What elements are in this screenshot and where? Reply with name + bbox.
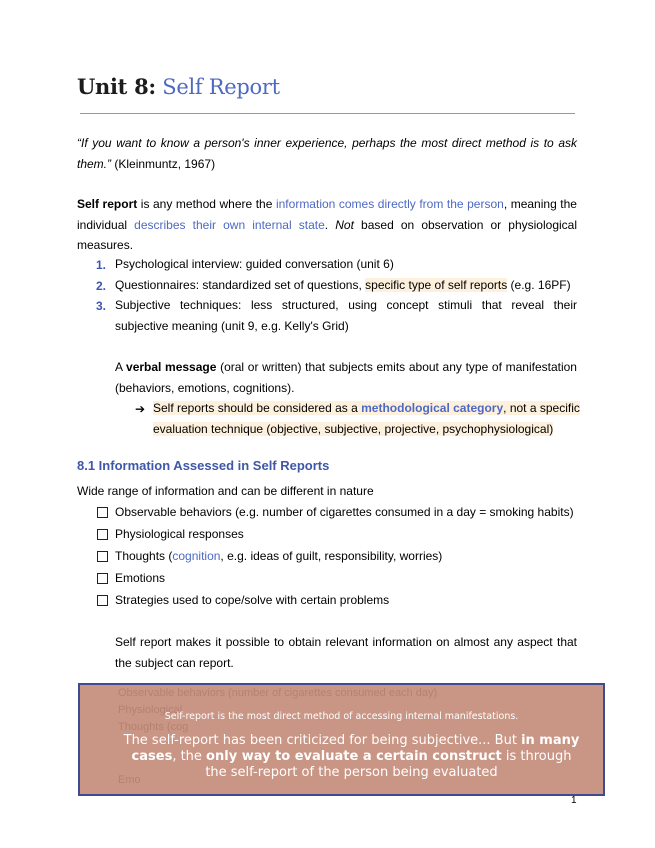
page-title bbox=[77, 74, 280, 99]
definition-text: based on observation or physiological measures. bbox=[77, 217, 577, 252]
quote-text: “If you want to know a person's inner experience, perhaps the most direct method is to ask them.” bbox=[77, 136, 577, 171]
definition-text: . bbox=[324, 217, 336, 232]
faded-text: Emo bbox=[118, 774, 141, 786]
checklist-item bbox=[115, 549, 442, 563]
verbal-text: (oral or written) that subjects emits about any type of manifestation (behaviors, emotions, cognitions). bbox=[115, 360, 577, 395]
arrow-note-text: , not a specific evaluation technique (objective, subjective, projective, psychophysiological) bbox=[153, 401, 580, 436]
faded-text: Thoughts (cog bbox=[118, 721, 189, 733]
unit-label: Unit 8: bbox=[77, 74, 156, 99]
checklist-text: , e.g. ideas of guilt, responsibility, worries) bbox=[220, 549, 443, 563]
checklist-item: Emotions bbox=[115, 571, 166, 585]
summary-banner bbox=[78, 683, 605, 796]
quote-paragraph bbox=[77, 133, 577, 174]
checkbox[interactable] bbox=[97, 595, 108, 606]
banner-text-part: is through the self-report of the person being evaluated bbox=[205, 749, 572, 780]
list-item-text: Questionnaires: standardized set of questions, bbox=[115, 278, 366, 292]
arrow-icon: ➔ bbox=[135, 402, 146, 416]
conclusion-paragraph: Self report makes it possible to obtain relevant information on almost any aspect that the subject can report. bbox=[115, 635, 577, 670]
list-number: 1. bbox=[96, 258, 107, 272]
checkbox[interactable] bbox=[97, 573, 108, 584]
list-item: Psychological interview: guided conversation (unit 6) bbox=[115, 257, 394, 271]
banner-caption: Self-report is the most direct method of accessing internal manifestations. bbox=[164, 711, 519, 722]
checkbox[interactable] bbox=[97, 529, 108, 540]
definition-text: is any method where the bbox=[137, 197, 276, 211]
definition-term: Self report bbox=[77, 197, 138, 211]
banner-text-part: , the bbox=[172, 749, 207, 764]
definition-highlight-2: describes their own internal state bbox=[134, 217, 325, 232]
quote-citation: (Kleinmuntz, 1967) bbox=[111, 156, 216, 171]
verbal-text: A bbox=[115, 360, 127, 374]
list-item: Subjective techniques: less structured, using concept stimuli that reveal their subjective meaning (unit 9, e.g. Kelly's Grid) bbox=[115, 298, 577, 333]
section-intro: Wide range of information and can be different in nature bbox=[77, 484, 374, 498]
faded-text: Observable behaviors (number of cigarettes consumed each day) bbox=[118, 687, 438, 699]
unit-topic: Self Report bbox=[162, 75, 280, 99]
page-number: 1 bbox=[571, 795, 577, 806]
checkbox[interactable] bbox=[97, 551, 108, 562]
checklist-item: Physiological responses bbox=[115, 527, 244, 541]
definition-highlight-1: information comes directly from the person bbox=[275, 197, 504, 211]
definition-paragraph bbox=[77, 194, 577, 256]
section-heading: 8.1 Information Assessed in Self Reports bbox=[77, 458, 330, 473]
verbal-term: verbal message bbox=[126, 360, 217, 374]
list-item-text: (e.g. 16PF) bbox=[507, 278, 571, 292]
definition-not: Not bbox=[335, 217, 354, 232]
list-number: 2. bbox=[96, 279, 107, 293]
verbal-message-paragraph bbox=[115, 357, 577, 398]
arrow-note-text: Self reports should be considered as a bbox=[153, 401, 362, 415]
title-divider bbox=[80, 113, 575, 114]
checklist-text: Thoughts ( bbox=[115, 549, 173, 563]
banner-emphasis: only way to evaluate a certain construct bbox=[206, 749, 502, 764]
definition-text: , meaning the individual bbox=[77, 197, 577, 232]
checklist-highlight: cognition bbox=[172, 549, 221, 563]
list-number: 3. bbox=[96, 299, 107, 313]
checkbox[interactable] bbox=[97, 507, 108, 518]
list-item-highlight: specific type of self reports bbox=[365, 278, 508, 292]
checklist-item: Observable behaviors (e.g. number of cigarettes consumed in a day = smoking habits) bbox=[115, 505, 574, 519]
arrow-note bbox=[153, 398, 583, 439]
list-item bbox=[115, 275, 585, 296]
checklist-item: Strategies used to cope/solve with certain problems bbox=[115, 593, 390, 607]
banner-text bbox=[120, 733, 583, 781]
banner-emphasis: in many cases bbox=[131, 733, 580, 764]
banner-text-part: The self-report has been criticized for being subjective... But bbox=[123, 733, 522, 748]
faded-text: Physiological bbox=[118, 704, 183, 716]
arrow-note-term: methodological category bbox=[361, 401, 504, 415]
